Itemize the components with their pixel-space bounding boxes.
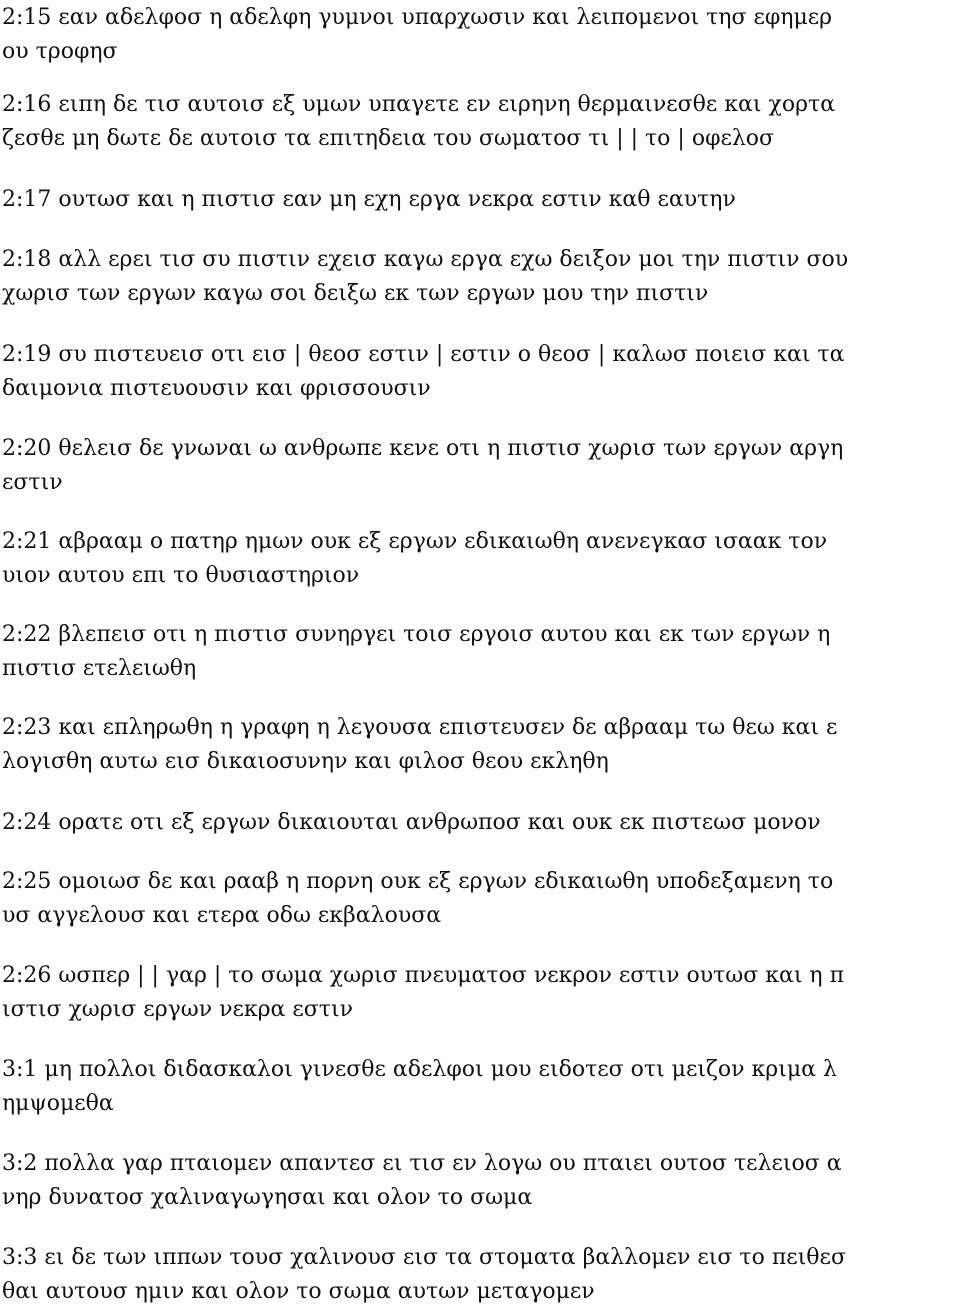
verse-line: 2:21 αβρααμ ο πατηρ ημων ουκ εξ εργων εδικαιωθη ανενεγκασ ισαακ τον <box>2 529 828 554</box>
verse-line: 3:3 ει δε των ιππων τουσ χαλινουσ εισ τα στοματα βαλλομεν εισ το πειθεσ <box>2 1245 846 1270</box>
verse-2-26 <box>2 959 958 1027</box>
verse-line: νηρ δυνατοσ χαλιναγωγησαι και ολον το σωμα <box>2 1185 533 1210</box>
verse-line: 2:23 και επληρωθη η γραφη η λεγουσα επιστευσεν δε αβρααμ τω θεω και ε <box>2 715 838 740</box>
verse-line: ιστισ χωρισ εργων νεκρα εστιν <box>2 997 353 1022</box>
verse-2-21 <box>2 525 958 593</box>
verse-2-18 <box>2 243 958 311</box>
verse-line: πιστισ ετελειωθη <box>2 656 197 681</box>
verse-line: ου τροφησ <box>2 39 118 64</box>
verse-line: υσ αγγελουσ και ετερα οδω εκβαλουσα <box>2 903 442 928</box>
verse-2-16 <box>2 88 958 156</box>
verse-line: 2:18 αλλ ερει τισ συ πιστιν εχεισ καγω εργα εχω δειξον μοι την πιστιν σου <box>2 247 849 272</box>
verse-2-17 <box>2 183 958 217</box>
verse-line: 3:1 μη πολλοι διδασκαλοι γινεσθε αδελφοι μου ειδοτεσ οτι μειζον κριμα λ <box>2 1057 837 1082</box>
verse-line: 2:16 ειπη δε τισ αυτοισ εξ υμων υπαγετε εν ειρηνη θερμαινεσθε και χορτα <box>2 92 836 117</box>
verse-3-2 <box>2 1147 958 1215</box>
verse-line: 2:22 βλεπεισ οτι η πιστισ συνηργει τοισ εργοισ αυτου και εκ των εργων η <box>2 622 831 647</box>
verse-2-23 <box>2 711 958 779</box>
verse-2-25 <box>2 865 958 933</box>
verse-line: εστιν <box>2 470 63 495</box>
verse-line: 2:26 ωσπερ | | γαρ | το σωμα χωρισ πνευματοσ νεκρον εστιν ουτωσ και η π <box>2 963 845 988</box>
verse-line: ζεσθε μη δωτε δε αυτοισ τα επιτηδεια του σωματοσ τι | | το | οφελοσ <box>2 126 775 151</box>
verse-line: 2:19 συ πιστευεισ οτι εισ | θεοσ εστιν | εστιν ο θεοσ | καλωσ ποιεισ και τα <box>2 342 845 367</box>
verse-3-3 <box>2 1241 958 1309</box>
verse-2-20 <box>2 432 958 500</box>
verse-line: ημψομεθα <box>2 1091 114 1116</box>
verse-line: θαι αυτουσ ημιν και ολον το σωμα αυτων μεταγομεν <box>2 1279 595 1304</box>
verse-line: 2:15 εαν αδελφοσ η αδελφη γυμνοι υπαρχωσιν και λειπομενοι τησ εφημερ <box>2 5 833 30</box>
verse-line: 2:24 ορατε οτι εξ εργων δικαιουται ανθρωποσ και ουκ εκ πιστεωσ μονον <box>2 810 821 835</box>
verse-line: 2:25 ομοιωσ δε και ρααβ η πορνη ουκ εξ εργων εδικαιωθη υποδεξαμενη το <box>2 869 834 894</box>
verse-line: λογισθη αυτω εισ δικαιοσυνην και φιλοσ θεου εκληθη <box>2 749 609 774</box>
verse-2-19 <box>2 338 958 406</box>
verse-line: 2:17 ουτωσ και η πιστισ εαν μη εχη εργα νεκρα εστιν καθ εαυτην <box>2 187 736 212</box>
verse-line: χωρισ των εργων καγω σοι δειξω εκ των εργων μου την πιστιν <box>2 281 709 306</box>
verse-2-24 <box>2 806 958 840</box>
verse-line: 2:20 θελεισ δε γνωναι ω ανθρωπε κενε οτι η πιστισ χωρισ των εργων αργη <box>2 436 844 461</box>
verse-2-22 <box>2 618 958 686</box>
verse-3-1 <box>2 1053 958 1121</box>
verse-line: δαιμονια πιστευουσιν και φρισσουσιν <box>2 376 431 401</box>
verse-2-15 <box>2 1 958 69</box>
verse-line: 3:2 πολλα γαρ πταιομεν απαντεσ ει τισ εν λογω ου πταιει ουτοσ τελειοσ α <box>2 1151 842 1176</box>
verse-line: υιον αυτου επι το θυσιαστηριον <box>2 563 360 588</box>
